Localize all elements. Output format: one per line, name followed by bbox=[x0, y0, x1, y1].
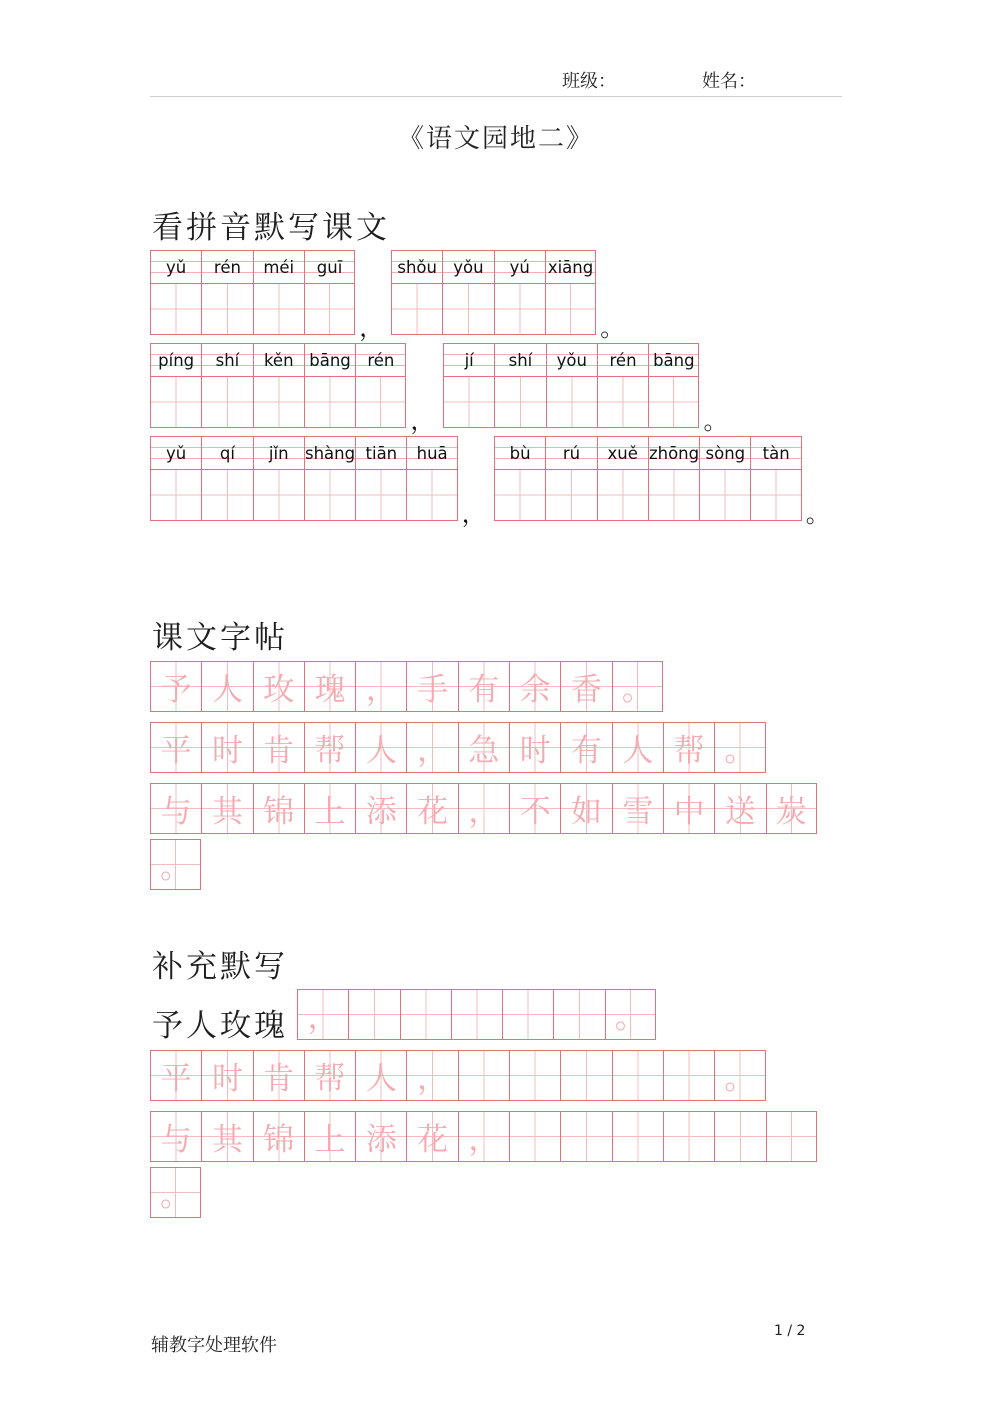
writing-box[interactable] bbox=[304, 377, 355, 428]
pinyin-text: rén bbox=[597, 343, 648, 377]
pinyin-cell bbox=[253, 250, 304, 335]
empty-writing-cell[interactable] bbox=[663, 1050, 714, 1101]
writing-box[interactable] bbox=[546, 377, 597, 428]
pinyin-text: yǔ bbox=[150, 250, 201, 284]
tracing-char-cell: 。 bbox=[150, 839, 201, 890]
tracing-char-cell: ， bbox=[406, 722, 457, 773]
pinyin-text: yǒu bbox=[442, 250, 493, 284]
pinyin-text: xiāng bbox=[545, 250, 596, 284]
tracing-char-cell: 添 bbox=[355, 1111, 406, 1162]
writing-box[interactable] bbox=[545, 470, 596, 521]
writing-box[interactable] bbox=[253, 470, 304, 521]
tracing-row bbox=[150, 1050, 766, 1101]
tracing-char-cell: 如 bbox=[560, 783, 611, 834]
tracing-char-cell: 有 bbox=[560, 722, 611, 773]
tracing-char-cell: 有 bbox=[458, 661, 509, 712]
pinyin-cell bbox=[442, 250, 493, 335]
punctuation-mark: 。 bbox=[600, 314, 625, 342]
tracing-char-cell: 。 bbox=[714, 722, 765, 773]
writing-box[interactable] bbox=[355, 377, 406, 428]
supplement-lead-text: 予人玫瑰 bbox=[152, 1008, 288, 1044]
pinyin-text: jí bbox=[443, 343, 494, 377]
empty-writing-cell[interactable] bbox=[348, 989, 399, 1040]
tracing-char-cell: 平 bbox=[150, 1050, 201, 1101]
tracing-char-cell: ， bbox=[355, 661, 406, 712]
writing-box[interactable] bbox=[648, 470, 699, 521]
writing-box[interactable] bbox=[253, 284, 304, 335]
writing-box[interactable] bbox=[304, 284, 355, 335]
tracing-char-cell: 余 bbox=[509, 661, 560, 712]
tracing-char-cell: 人 bbox=[201, 661, 252, 712]
pinyin-text: tiān bbox=[355, 436, 406, 470]
pinyin-cell bbox=[494, 250, 545, 335]
pinyin-cell bbox=[494, 436, 545, 521]
pinyin-text: zhōng bbox=[648, 436, 699, 470]
pinyin-cell bbox=[546, 343, 597, 428]
pinyin-text: bù bbox=[494, 436, 545, 470]
tracing-char-cell: 时 bbox=[201, 722, 252, 773]
tracing-char-cell: 其 bbox=[201, 783, 252, 834]
pinyin-cell bbox=[545, 436, 596, 521]
writing-box[interactable] bbox=[304, 470, 355, 521]
tracing-char-cell: 平 bbox=[150, 722, 201, 773]
empty-writing-cell[interactable] bbox=[553, 989, 604, 1040]
punctuation-mark: ， bbox=[359, 314, 384, 342]
tracing-char-cell: 与 bbox=[150, 783, 201, 834]
tracing-row bbox=[150, 839, 201, 890]
pinyin-text: shí bbox=[201, 343, 252, 377]
pinyin-cell bbox=[355, 343, 406, 428]
pinyin-text: shàng bbox=[304, 436, 355, 470]
writing-box[interactable] bbox=[201, 284, 252, 335]
writing-box[interactable] bbox=[648, 377, 699, 428]
pinyin-grid bbox=[443, 343, 699, 428]
empty-writing-cell[interactable] bbox=[612, 1050, 663, 1101]
class-label: 班级： bbox=[562, 71, 616, 92]
pinyin-text: yǔ bbox=[150, 436, 201, 470]
tracing-char-cell: 炭 bbox=[766, 783, 817, 834]
tracing-char-cell: ， bbox=[458, 783, 509, 834]
pinyin-cell bbox=[201, 343, 252, 428]
pinyin-text: shí bbox=[494, 343, 545, 377]
writing-box[interactable] bbox=[150, 284, 201, 335]
tracing-char-cell: 玫 bbox=[253, 661, 304, 712]
empty-writing-cell[interactable] bbox=[714, 1111, 765, 1162]
tracing-char-cell: 花 bbox=[406, 1111, 457, 1162]
pinyin-text: yǒu bbox=[546, 343, 597, 377]
empty-writing-cell[interactable] bbox=[509, 1050, 560, 1101]
pinyin-cell bbox=[597, 343, 648, 428]
tracing-char-cell: 中 bbox=[663, 783, 714, 834]
pinyin-cell bbox=[355, 436, 406, 521]
pinyin-cell bbox=[391, 250, 442, 335]
pinyin-cell bbox=[150, 343, 201, 428]
section-heading-copybook: 课文字帖 bbox=[152, 620, 288, 656]
tracing-char-cell: ， bbox=[297, 989, 348, 1040]
tracing-char-cell: 肯 bbox=[253, 1050, 304, 1101]
tracing-row bbox=[150, 661, 663, 712]
empty-writing-cell[interactable] bbox=[458, 1050, 509, 1101]
tracing-char-cell: 时 bbox=[201, 1050, 252, 1101]
pinyin-text: rén bbox=[355, 343, 406, 377]
tracing-char-cell: 帮 bbox=[304, 722, 355, 773]
tracing-char-cell: 瑰 bbox=[304, 661, 355, 712]
tracing-char-cell: 人 bbox=[355, 722, 406, 773]
pinyin-cell bbox=[150, 250, 201, 335]
tracing-char-cell: 人 bbox=[355, 1050, 406, 1101]
writing-box[interactable] bbox=[391, 284, 442, 335]
writing-box[interactable] bbox=[443, 377, 494, 428]
pinyin-text: jǐn bbox=[253, 436, 304, 470]
tracing-char-cell: 上 bbox=[304, 783, 355, 834]
tracing-char-cell: ， bbox=[406, 1050, 457, 1101]
header-divider bbox=[150, 96, 842, 97]
empty-writing-cell[interactable] bbox=[451, 989, 502, 1040]
tracing-char-cell: 其 bbox=[201, 1111, 252, 1162]
empty-writing-cell[interactable] bbox=[766, 1111, 817, 1162]
page-number: 1 / 2 bbox=[774, 1323, 806, 1339]
pinyin-text: rén bbox=[201, 250, 252, 284]
pinyin-cell bbox=[545, 250, 596, 335]
pinyin-cell bbox=[597, 436, 648, 521]
empty-writing-cell[interactable] bbox=[509, 1111, 560, 1162]
tracing-char-cell: 添 bbox=[355, 783, 406, 834]
empty-writing-cell[interactable] bbox=[560, 1111, 611, 1162]
writing-box[interactable] bbox=[406, 470, 457, 521]
writing-box[interactable] bbox=[355, 470, 406, 521]
empty-writing-cell[interactable] bbox=[400, 989, 451, 1040]
pinyin-text: sòng bbox=[699, 436, 750, 470]
tracing-row bbox=[150, 1111, 817, 1162]
pinyin-text: qí bbox=[201, 436, 252, 470]
pinyin-cell bbox=[443, 343, 494, 428]
tracing-row bbox=[297, 989, 656, 1040]
empty-writing-cell[interactable] bbox=[560, 1050, 611, 1101]
tracing-row bbox=[150, 722, 766, 773]
tracing-char-cell: 。 bbox=[714, 1050, 765, 1101]
pinyin-text: huā bbox=[406, 436, 457, 470]
pinyin-cell bbox=[201, 250, 252, 335]
tracing-char-cell: 送 bbox=[714, 783, 765, 834]
punctuation-mark: 。 bbox=[703, 407, 728, 435]
tracing-char-cell: 不 bbox=[509, 783, 560, 834]
tracing-row bbox=[150, 1167, 201, 1218]
writing-box[interactable] bbox=[494, 284, 545, 335]
tracing-char-cell: 香 bbox=[560, 661, 611, 712]
tracing-char-cell: 锦 bbox=[253, 783, 304, 834]
tracing-char-cell: 时 bbox=[509, 722, 560, 773]
tracing-char-cell: 帮 bbox=[304, 1050, 355, 1101]
pinyin-cell bbox=[201, 436, 252, 521]
pinyin-grid bbox=[494, 436, 802, 521]
tracing-char-cell: 。 bbox=[612, 661, 663, 712]
pinyin-text: xuě bbox=[597, 436, 648, 470]
writing-box[interactable] bbox=[494, 377, 545, 428]
punctuation-mark: ， bbox=[461, 500, 486, 528]
tracing-char-cell: ， bbox=[458, 1111, 509, 1162]
writing-box[interactable] bbox=[597, 377, 648, 428]
tracing-char-cell: 肯 bbox=[253, 722, 304, 773]
section-heading-pinyin-dictation: 看拼音默写课文 bbox=[152, 210, 390, 246]
pinyin-text: yú bbox=[494, 250, 545, 284]
footer-software: 辅教字处理软件 bbox=[151, 1335, 277, 1356]
pinyin-grid bbox=[150, 343, 406, 428]
pinyin-cell bbox=[406, 436, 457, 521]
section-heading-supplement: 补充默写 bbox=[152, 949, 288, 985]
writing-box[interactable] bbox=[545, 284, 596, 335]
pinyin-text: tàn bbox=[750, 436, 801, 470]
tracing-char-cell: 。 bbox=[150, 1167, 201, 1218]
pinyin-cell bbox=[304, 436, 355, 521]
pinyin-text: méi bbox=[253, 250, 304, 284]
pinyin-cell bbox=[150, 436, 201, 521]
pinyin-text: guī bbox=[304, 250, 355, 284]
tracing-char-cell: 雪 bbox=[612, 783, 663, 834]
writing-box[interactable] bbox=[150, 377, 201, 428]
tracing-char-cell: 予 bbox=[150, 661, 201, 712]
tracing-char-cell: 与 bbox=[150, 1111, 201, 1162]
pinyin-cell bbox=[494, 343, 545, 428]
pinyin-cell bbox=[304, 343, 355, 428]
pinyin-text: píng bbox=[150, 343, 201, 377]
tracing-char-cell: 人 bbox=[612, 722, 663, 773]
pinyin-cell bbox=[699, 436, 750, 521]
tracing-char-cell: 。 bbox=[605, 989, 656, 1040]
writing-box[interactable] bbox=[597, 470, 648, 521]
pinyin-text: shǒu bbox=[391, 250, 442, 284]
empty-writing-cell[interactable] bbox=[663, 1111, 714, 1162]
empty-writing-cell[interactable] bbox=[502, 989, 553, 1040]
pinyin-grid bbox=[150, 436, 458, 521]
tracing-char-cell: 帮 bbox=[663, 722, 714, 773]
writing-box[interactable] bbox=[253, 377, 304, 428]
tracing-char-cell: 手 bbox=[406, 661, 457, 712]
pinyin-text: bāng bbox=[648, 343, 699, 377]
tracing-char-cell: 锦 bbox=[253, 1111, 304, 1162]
pinyin-text: rú bbox=[545, 436, 596, 470]
punctuation-mark: 。 bbox=[805, 500, 830, 528]
pinyin-cell bbox=[304, 250, 355, 335]
tracing-char-cell: 花 bbox=[406, 783, 457, 834]
name-label: 姓名： bbox=[702, 71, 756, 92]
writing-box[interactable] bbox=[201, 377, 252, 428]
writing-box[interactable] bbox=[150, 470, 201, 521]
pinyin-grid bbox=[150, 250, 355, 335]
pinyin-cell bbox=[750, 436, 801, 521]
punctuation-mark: ， bbox=[410, 407, 435, 435]
pinyin-cell bbox=[253, 343, 304, 428]
writing-box[interactable] bbox=[750, 470, 801, 521]
page-title: 《语文园地二》 bbox=[397, 124, 594, 154]
tracing-char-cell: 上 bbox=[304, 1111, 355, 1162]
writing-box[interactable] bbox=[201, 470, 252, 521]
tracing-row bbox=[150, 783, 817, 834]
tracing-char-cell: 急 bbox=[458, 722, 509, 773]
pinyin-text: kěn bbox=[253, 343, 304, 377]
empty-writing-cell[interactable] bbox=[612, 1111, 663, 1162]
pinyin-cell bbox=[648, 436, 699, 521]
pinyin-text: bāng bbox=[304, 343, 355, 377]
writing-box[interactable] bbox=[494, 470, 545, 521]
pinyin-grid bbox=[391, 250, 596, 335]
pinyin-cell bbox=[253, 436, 304, 521]
pinyin-cell bbox=[648, 343, 699, 428]
writing-box[interactable] bbox=[699, 470, 750, 521]
writing-box[interactable] bbox=[442, 284, 493, 335]
